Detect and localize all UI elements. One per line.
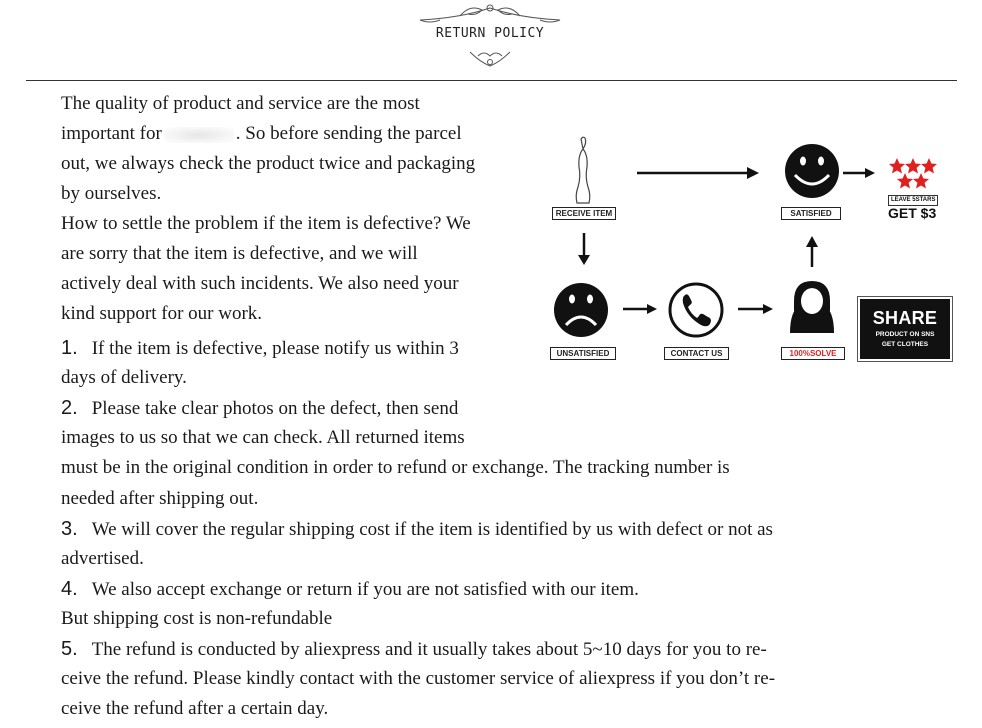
- item-number: 5.: [61, 638, 78, 660]
- intro-line-part: . So before sending the parcel: [235, 123, 462, 144]
- intro-line: by ourselves.: [61, 183, 162, 204]
- leave-stars-label: LEAVE 5STARS: [888, 195, 938, 206]
- page-title: RETURN POLICY: [435, 26, 545, 41]
- item-text: must be in the original condition in order to refund or exchange. The tracking number is: [61, 457, 730, 478]
- arrow-right-icon: [843, 168, 875, 178]
- intro-line: How to settle the problem if the item is defective? We: [61, 213, 471, 234]
- return-process-diagram: [545, 125, 965, 375]
- divider: [26, 80, 957, 81]
- customer-service-icon: [790, 281, 834, 333]
- unsatisfied-label: UNSATISFIED: [550, 347, 616, 360]
- arrow-up-icon: [806, 236, 818, 267]
- item-text: advertised.: [61, 548, 144, 569]
- dress-icon: [576, 137, 590, 203]
- item-text: We also accept exchange or return if you are not satisfied with our item.: [91, 579, 639, 600]
- item-number: 3.: [61, 518, 78, 540]
- blurred-shop-name: [164, 127, 234, 143]
- happy-face-icon: [785, 144, 839, 198]
- arrow-right-icon: [623, 304, 657, 314]
- item-text: We will cover the regular shipping cost if the item is identified by us with defect or not as: [91, 519, 773, 540]
- item-text: Please take clear photos on the defect, then send: [91, 398, 459, 419]
- return-policy-header: [400, 0, 580, 72]
- item-number: 2.: [61, 397, 78, 419]
- item-text: But shipping cost is non-refundable: [61, 608, 333, 629]
- item-number: 4.: [61, 578, 78, 600]
- item-text: The refund is conducted by aliexpress and it usually takes about 5~10 days for you to re-: [91, 639, 767, 660]
- arrow-down-icon: [578, 233, 590, 265]
- item-text: days of delivery.: [61, 367, 187, 388]
- item-text: ceive the refund. Please kindly contact with the customer service of aliexpress if you don’t re-: [61, 668, 776, 689]
- item-text: If the item is defective, please notify us within 3: [91, 338, 459, 359]
- intro-line: The quality of product and service are the most: [61, 93, 420, 114]
- share-badge: [860, 299, 950, 359]
- contact-us-label: CONTACT US: [664, 347, 729, 360]
- policy-item-4: [61, 574, 639, 605]
- sad-face-icon: [554, 283, 608, 337]
- intro-line: kind support for our work.: [61, 303, 263, 324]
- item-number: 1.: [61, 337, 78, 359]
- item-text: ceive the refund after a certain day.: [61, 698, 329, 719]
- intro-line-part: important for: [61, 123, 162, 144]
- arrow-right-icon: [637, 167, 759, 179]
- policy-item-1: [61, 333, 459, 364]
- policy-item-3: [61, 514, 773, 545]
- share-line: GET CLOTHES: [881, 341, 929, 348]
- intro-line: actively deal with such incidents. We also need your: [61, 273, 459, 294]
- receive-item-label: RECEIVE ITEM: [552, 207, 616, 220]
- policy-item-2: [61, 393, 458, 424]
- share-line: PRODUCT ON SNS: [875, 331, 935, 338]
- arrow-right-icon: [738, 304, 773, 314]
- stars-icon: [889, 158, 937, 189]
- satisfied-label: SATISFIED: [781, 207, 841, 220]
- share-title: SHARE: [872, 308, 938, 328]
- policy-item-5: [61, 634, 767, 665]
- item-text: images to us so that we can check. All returned items: [61, 427, 465, 448]
- item-text: needed after shipping out.: [61, 488, 259, 509]
- solve-label: 100%SOLVE: [781, 347, 845, 360]
- intro-line: [61, 119, 462, 149]
- phone-icon: [670, 284, 722, 336]
- intro-line: are sorry that the item is defective, and we will: [61, 243, 418, 264]
- reward-label: GET $3: [888, 205, 937, 221]
- intro-line: out, we always check the product twice and packaging: [61, 153, 476, 174]
